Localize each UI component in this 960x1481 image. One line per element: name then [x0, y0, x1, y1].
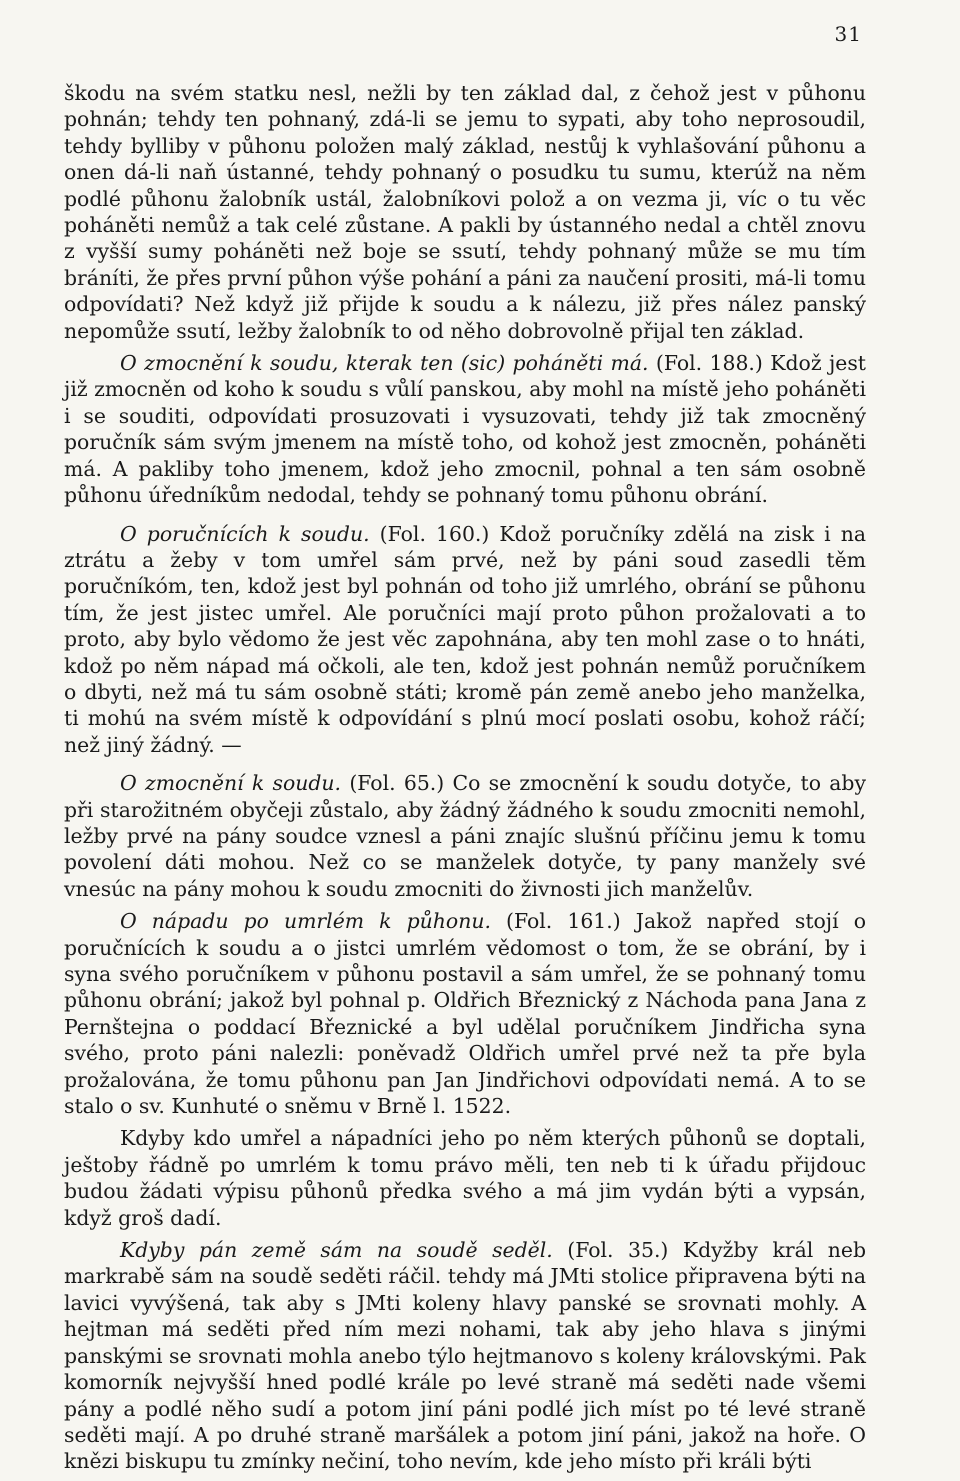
section-heading-porucnicich: O poručnících k soudu. [120, 521, 370, 546]
paragraph-6-text: Kdyby kdo umřel a nápadníci jeho po něm kterých půhonů se doptali, ještoby řádně po umrlém k tomu právo měli, ten neb ti k úřadu přijdouc budou žádati výpisu půhonů předka svého a má jim vydán býti a vypsán, když groš dadí. [64, 1126, 866, 1230]
paragraph-3 [64, 521, 866, 759]
paragraph-1-text: škodu na svém statku nesl, nežli by ten základ dal, z čehož jest v půhonu pohnán; tehdy ten pohnaný, zdá-li se jemu to sypati, aby toho neprosoudil, tehdy bylliby v půhonu položen malý základ, nestůj k vyhlašování půhonu a onen dá-li naň ústanné, tehdy pohnaný o posudku tu sumu, kterúž na něm podlé půhonu žalobník ustál, žalobníkovi polož a on vezma ji, víc o tu věc poháněti nemůž a tak celé zůstane. A pakli by ústanného nedal a chtěl znovu z vyšší sumy poháněti než boje se ssutí, tehdy pohnaný může se mu tím bráníti, že přes první půhon výše pohání a páni za naučení prositi, má-li tomu odpovídati? Než když již přijde k soudu a k nálezu, již přes nález panský nepomůže ssutí, ležby žalobník to od něho dobrovolně přijal ten základ. [64, 81, 866, 343]
paragraph-5 [64, 908, 866, 1119]
section-heading-pan-zeme: Kdyby pán země sám na soudě seděl. [120, 1238, 553, 1263]
section-heading-zmocneni-kterak: O zmocnění k soudu, kterak ten (sic) poháněti má. [120, 351, 649, 376]
paragraph-6 [64, 1125, 866, 1231]
paragraph-1 [64, 80, 866, 344]
paragraph-2-text: (Fol. 188.) Kdož jest již zmocněn od koho k soudu s vůlí panskou, aby mohl na místě jeho poháněti i se souditi, odpovídati prosuzovati i vysuzovati, tehdy již tak zmocněný poručník sám svým jmenem na místě toho, od kohož jest zmocněn, poháněti má. A pakliby toho jmenem, kdož jeho zmocnil, pohnal a ten sám osobně půhonu úředníkům nedodal, tehdy se pohnaný tomu půhonu obrání. [64, 351, 867, 508]
section-heading-zmocneni: O zmocnění k soudu. [120, 771, 342, 796]
text-block [64, 80, 866, 1475]
paragraph-3-text: (Fol. 160.) Kdož poručníky zdělá na zisk i na ztrátu a žeby v tom umřel sám prvé, než by páni soud zasedli těm poručníkóm, ten, kdož jest byl pohnán od toho již umrlého, obrání se půhonu tím, že jest jistec umřel. Ale poručníci mají proto půhon prožalovati a to proto, aby bylo vědomo že jest věc zapohnána, aby ten mohl zase o to hnáti, kdož po něm nápad má očkoli, ale ten, kdož jest pohnán nemůž poručníkem o dbyti, než má tu sám osobně státi; kromě pán země anebo jeho manželka, ti mohú na svém místě k odpovídání s plnú mocí poslati osobu, kohož ráčí; než jiný žádný. — [64, 521, 867, 757]
paragraph-7 [64, 1237, 866, 1475]
paragraph-4 [64, 770, 866, 902]
section-heading-napadu: O nápadu po umrlém k půhonu. [120, 909, 491, 934]
page-number: 31 [834, 22, 862, 46]
paragraph-4-text: (Fol. 65.) Co se zmocnění k soudu dotyče, to aby při starožitném obyčeji zůstalo, aby žádný žádného k soudu zmocniti nemohl, ležby prvé na pány soudce vznesl a páni znajíc slušnú příčinu jemu k tomu povolení dáti mohou. Než co se manželek dotyče, ty pany manžely své vnesúc na pány mohou k soudu zmocniti do živnosti jich manželův. [64, 771, 866, 901]
paragraph-5-text: (Fol. 161.) Jakož napřed stojí o poručnících k soudu a o jistci umrlém vědomost o tom, že se obrání, by i syna svého poručníkem v půhonu postavil a sám umřel, že se pohnaný tomu půhonu obrání; jakož byl pohnal p. Oldřich Březnický z Náchoda pana Jana z Pernštejna o poddací Březnické a byl udělal poručníkem Jindřicha syna svého, proto páni nalezli: poněvadž Oldřich umřel prvé než ta pře byla prožalována, že tomu půhonu pan Jan Jindřichovi odpovídati nemá. A to se stalo o sv. Kunhuté o sněmu v Brně l. 1522. [64, 909, 866, 1119]
paragraph-2 [64, 350, 866, 508]
paragraph-7-text: (Fol. 35.) Kdyžby král neb markrabě sám na soudě seděti ráčil. tehdy má JMti stolice připravena býti na lavici vyvýšená, tak aby s JMti koleny hlavy panské se srovnati mohly. A hejtman má seděti před ním mezi nohami, tak aby jeho hlava s jinými panskými se srovnati mohla anebo týlo hejtmanovo s koleny královskými. Pak komorník nejvyšší hned podlé krále po levé straně má seděti nade všemi pány a podlé něho sudí a potom jiní páni podlé jich míst po té levé straně seděti mají. A po druhé straně maršálek a potom jiní páni, jakož na hoře. O knězi biskupu tu zmínky nečiní, toho nevím, kde jeho místo při králi býti [64, 1238, 867, 1474]
